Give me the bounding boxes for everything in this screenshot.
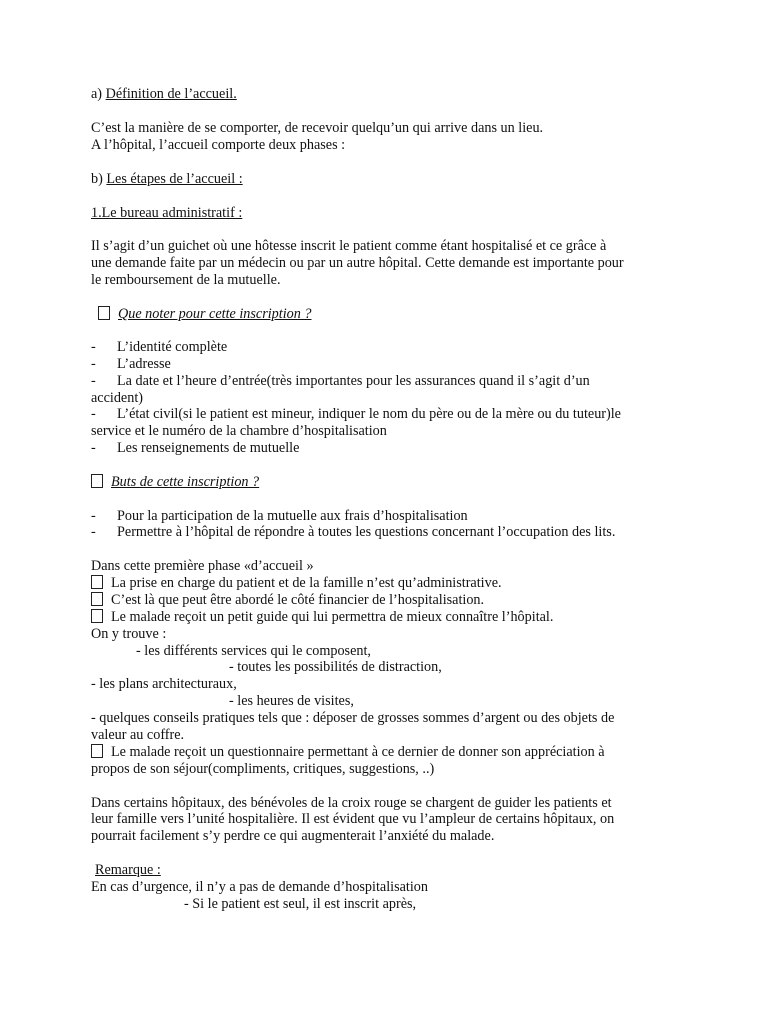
question-inscription-text: Que noter pour cette inscription ?: [118, 306, 312, 322]
phase-bullet: Le malade reçoit un petit guide qui lui permettra de mieux connaître l’hôpital.: [91, 609, 553, 626]
list-item: - L’état civil(si le patient est mineur, indiquer le nom du père ou de la mère ou du tuteur)le: [91, 406, 621, 422]
square-bullet-icon: [91, 592, 103, 606]
list-item-continuation: accident): [91, 390, 143, 406]
guide-item: - toutes les possibilités de distraction,: [229, 659, 442, 675]
bureau-paragraph-line: Il s’agit d’un guichet où une hôtesse inscrit le patient comme étant hospitalisé et ce grâce à: [91, 238, 607, 254]
phase-title: Dans cette première phase «d’accueil »: [91, 558, 314, 574]
guide-item: - les différents services qui le composent,: [136, 643, 371, 659]
square-bullet-icon: [91, 474, 103, 488]
urgence-line: - Si le patient est seul, il est inscrit après,: [184, 896, 417, 912]
list-item: - L’adresse: [91, 356, 171, 372]
remarque-heading: Remarque :: [95, 862, 161, 878]
phase-bullet: La prise en charge du patient et de la famille n’est qu’administrative.: [91, 575, 502, 592]
intro-line: C’est la manière de se comporter, de recevoir quelqu’un qui arrive dans un lieu.: [91, 120, 544, 136]
phase-bullet: C’est là que peut être abordé le côté financier de l’hospitalisation.: [91, 592, 484, 609]
questionnaire-bullet: Le malade reçoit un questionnaire permettant à ce dernier de donner son appréciation à: [91, 744, 605, 761]
section-b-heading: b) Les étapes de l’accueil :: [91, 171, 243, 187]
urgence-line: En cas d’urgence, il n’y a pas de demande d’hospitalisation: [91, 879, 428, 895]
guide-item: - quelques conseils pratiques tels que : déposer de grosses sommes d’argent ou des objets de: [91, 710, 615, 726]
questionnaire-line: propos de son séjour(compliments, critiques, suggestions, ..): [91, 761, 435, 777]
question-buts: [91, 474, 259, 491]
square-bullet-icon: [98, 306, 110, 320]
list-item: - La date et l’heure d’entrée(très importantes pour les assurances quand il s’agit d’un: [91, 373, 590, 389]
square-bullet-icon: [91, 744, 103, 758]
guide-item: - les plans architecturaux,: [91, 676, 237, 692]
list-item: - Permettre à l’hôpital de répondre à toutes les questions concernant l’occupation des lits.: [91, 524, 616, 540]
guide-item: - les heures de visites,: [229, 693, 354, 709]
on-y-trouve: On y trouve :: [91, 626, 167, 642]
benevoles-line: Dans certains hôpitaux, des bénévoles de la croix rouge se chargent de guider les patients et: [91, 795, 612, 811]
list-item: - Pour la participation de la mutuelle aux frais d’hospitalisation: [91, 508, 468, 524]
list-item: - L’identité complète: [91, 339, 228, 355]
benevoles-line: pourrait facilement s’y perdre ce qui augmenterait l’anxiété du malade.: [91, 828, 495, 844]
question-buts-text: Buts de cette inscription ?: [111, 474, 260, 490]
question-inscription: [98, 306, 311, 323]
section-a-title: Définition de l’accueil.: [105, 86, 237, 102]
square-bullet-icon: [91, 575, 103, 589]
list-item: - Les renseignements de mutuelle: [91, 440, 300, 456]
benevoles-line: leur famille vers l’unité hospitalière. Il est évident que vu l’ampleur de certains hôpitaux, on: [91, 811, 615, 827]
guide-item: valeur au coffre.: [91, 727, 185, 743]
square-bullet-icon: [91, 609, 103, 623]
list-item-continuation: service et le numéro de la chambre d’hospitalisation: [91, 423, 387, 439]
bureau-paragraph-line: le remboursement de la mutuelle.: [91, 272, 281, 288]
section-b-title: Les étapes de l’accueil :: [106, 171, 243, 187]
bureau-paragraph-line: une demande faite par un médecin ou par un autre hôpital. Cette demande est importante pour: [91, 255, 624, 271]
section-a-heading: a) Définition de l’accueil.: [91, 86, 237, 102]
intro-line: A l’hôpital, l’accueil comporte deux phases :: [91, 137, 346, 153]
subsection-bureau-heading: 1.Le bureau administratif :: [91, 205, 243, 221]
